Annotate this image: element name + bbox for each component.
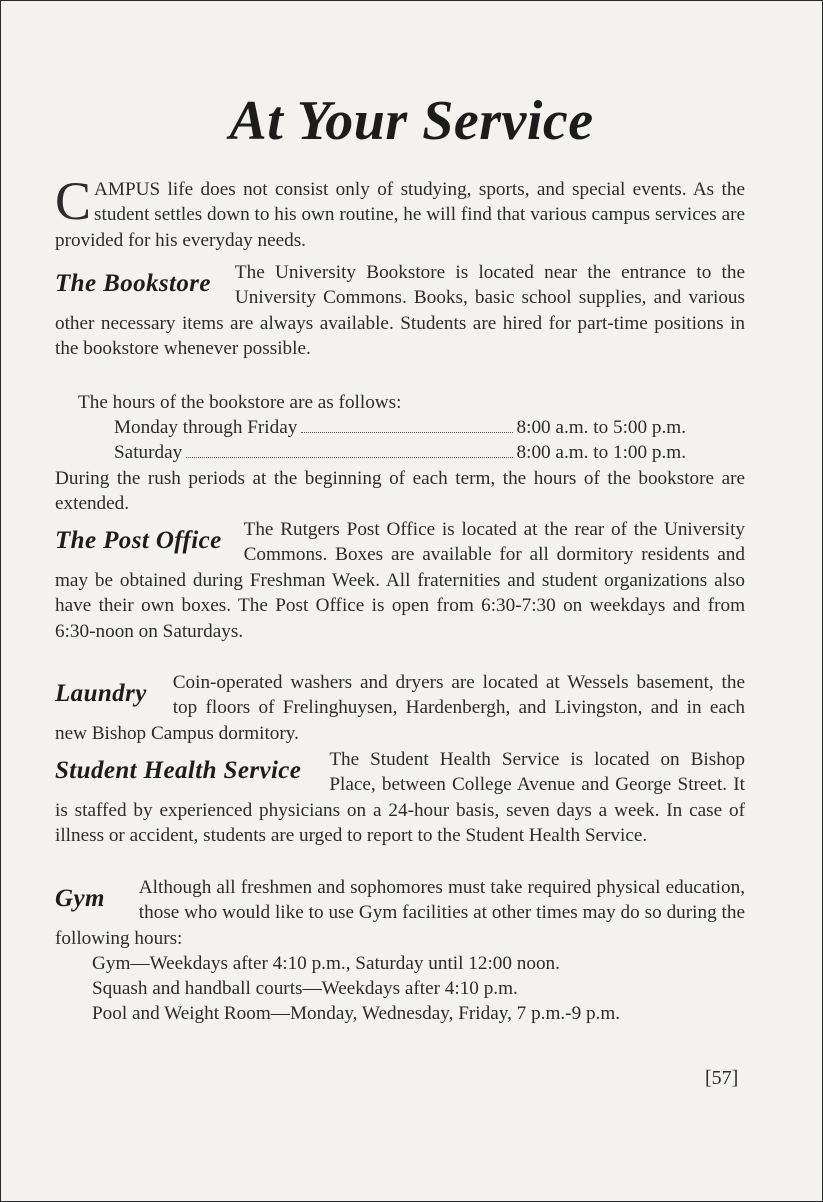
post-office-heading: The Post Office	[55, 527, 222, 554]
health-heading: Student Health Service	[55, 757, 302, 784]
intro-text: AMPUS life does not consist only of studying, sports, and special events. As the student settles down to his own routine, he will find that various campus services are provided for his everyday needs.	[55, 179, 745, 251]
gym-hours-line: Squash and handball courts—Weekdays after 4:10 p.m.	[92, 978, 518, 999]
laundry-heading: Laundry	[55, 680, 147, 707]
hours-days: Saturday	[114, 442, 183, 463]
bookstore-text: The University Bookstore is located near the entrance to the University Commons. Books, basic school supplies, and various other necessary items are always available. Students are hired for part-time positions in the bookstore whenever possible.	[55, 262, 745, 360]
section-health	[55, 747, 745, 849]
laundry-text: Coin-operated washers and dryers are located at Wessels basement, the top floors of Frelinghuysen, Hardenbergh, and Livingston, and in each new Bishop Campus dormitory.	[55, 672, 745, 744]
dot-leader	[186, 456, 512, 458]
hours-days: Monday through Friday	[114, 417, 298, 438]
bookstore-hours-row	[114, 440, 686, 465]
intro-paragraph	[55, 171, 745, 253]
hours-time: 8:00 a.m. to 5:00 p.m.	[516, 417, 686, 438]
page-title: At Your Service	[229, 90, 594, 152]
page-number: [57]	[705, 1067, 739, 1089]
section-laundry	[55, 670, 745, 746]
section-gym	[55, 875, 745, 951]
post-office-text: The Rutgers Post Office is located at the rear of the University Commons. Boxes are available for all dormitory residents and may be obtained during Freshman Week. All fraternities and student organizations also have their own boxes. The Post Office is open from 6:30-7:30 on weekdays and from 6:30-noon on Saturdays.	[55, 519, 745, 642]
drop-cap: C	[55, 171, 92, 231]
bookstore-hours-intro: The hours of the bookstore are as follows:	[78, 392, 402, 413]
gym-text: Although all freshmen and sophomores must take required physical education, those who would like to use Gym facilities at other times may do so during the following hours:	[55, 877, 745, 949]
health-text: The Student Health Service is located on Bishop Place, between College Avenue and George Street. It is staffed by experienced physicians on a 24-hour basis, seven days a week. In case of illness or accident, students are urged to report to the Student Health Service.	[55, 749, 745, 847]
bookstore-heading: The Bookstore	[55, 270, 211, 297]
dot-leader	[301, 431, 512, 433]
section-post-office	[55, 517, 745, 644]
gym-hours-line: Gym—Weekdays after 4:10 p.m., Saturday until 12:00 noon.	[92, 953, 560, 974]
gym-hours-line: Pool and Weight Room—Monday, Wednesday, Friday, 7 p.m.-9 p.m.	[92, 1003, 621, 1024]
bookstore-hours-row	[114, 415, 686, 440]
hours-time: 8:00 a.m. to 1:00 p.m.	[516, 442, 686, 463]
section-bookstore	[55, 260, 745, 362]
bookstore-note: During the rush periods at the beginning of each term, the hours of the bookstore are extended.	[55, 468, 745, 515]
gym-heading: Gym	[55, 885, 105, 912]
